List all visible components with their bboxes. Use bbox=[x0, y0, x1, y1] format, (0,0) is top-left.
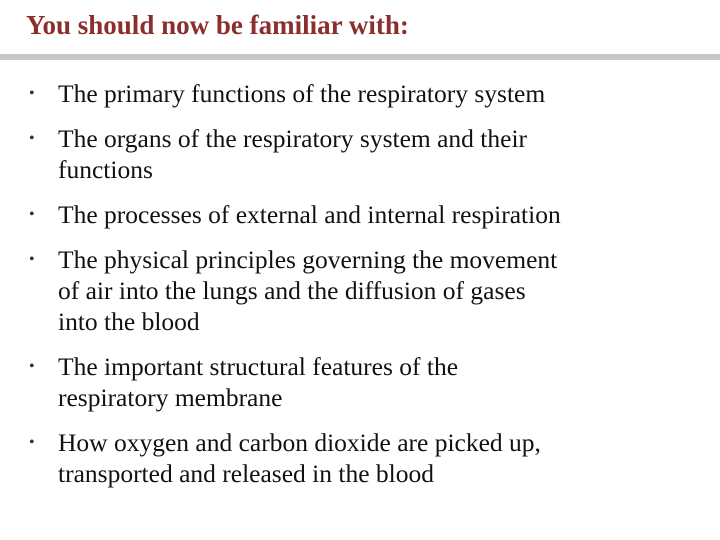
bullet-line: The physical principles governing the movement bbox=[58, 245, 558, 274]
slide-title: You should now be familiar with: bbox=[26, 10, 409, 40]
bullet-item bbox=[0, 351, 720, 413]
bullet-item bbox=[0, 123, 720, 185]
bullet-item bbox=[0, 244, 720, 337]
bullet-icon: • bbox=[29, 206, 35, 223]
bullet-item bbox=[0, 78, 720, 109]
bullet-line: respiratory membrane bbox=[58, 383, 283, 412]
bullet-icon: • bbox=[29, 434, 35, 451]
bullet-item bbox=[0, 427, 720, 489]
bullet-item bbox=[0, 199, 720, 230]
bullet-line: into the blood bbox=[58, 307, 200, 336]
bullet-line: functions bbox=[58, 155, 153, 184]
title-divider bbox=[0, 54, 720, 60]
bullet-icon: • bbox=[29, 85, 35, 102]
bullet-line: The organs of the respiratory system and their bbox=[58, 124, 528, 153]
bullet-line: The important structural features of the bbox=[58, 352, 459, 381]
bullet-icon: • bbox=[29, 251, 35, 268]
bullet-line: How oxygen and carbon dioxide are picked up, bbox=[58, 428, 541, 457]
bullet-line: of air into the lungs and the diffusion of gases bbox=[58, 276, 526, 305]
bullet-icon: • bbox=[29, 358, 35, 375]
bullet-list bbox=[0, 78, 720, 503]
bullet-line: The processes of external and internal respiration bbox=[58, 200, 561, 229]
bullet-icon: • bbox=[29, 130, 35, 147]
bullet-line: transported and released in the blood bbox=[58, 459, 435, 488]
bullet-line: The primary functions of the respiratory system bbox=[58, 79, 546, 108]
